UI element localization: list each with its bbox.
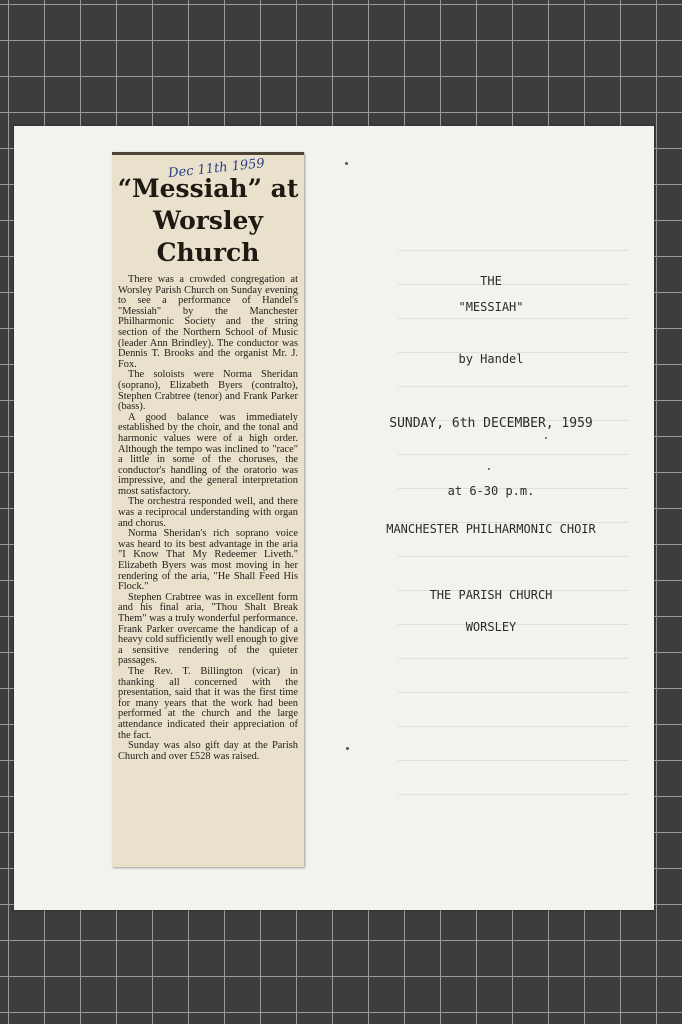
clipping-paragraph: The soloists were Norma Sheridan (soprano), Elizabeth Byers (contralto), Stephen Crabtree (tenor) and Frank Parker (bass).: [118, 369, 298, 413]
programme-date: SUNDAY, 6th DECEMBER, 1959: [389, 416, 593, 431]
newspaper-clipping: [112, 152, 304, 867]
programme-the: THE: [480, 274, 502, 288]
clipping-paragraph: Sunday was also gift day at the Parish Church and over £528 was raised.: [118, 740, 298, 762]
headline-line: “Messiah” at: [117, 174, 299, 203]
clipping-body: [118, 275, 298, 762]
programme-performer: MANCHESTER PHILHARMONIC CHOIR: [386, 522, 596, 536]
clipping-paragraph: A good balance was immediately established by the choir, and the tonal and harmonic values were of a high order. Although the tempo was inclined to "race" a little in some of the choruses, the conductor's handling of the oratorio was impressive, and the general interpretation most satisfactory.: [118, 411, 298, 497]
programme-venue: THE PARISH CHURCH: [429, 588, 553, 602]
clipping-paragraph: Norma Sheridan's rich soprano voice was heard to its best advantage in the aria "I Know That My Redeemer Liveth." Elizabeth Byers was most moving in her rendering of the aria, "He Shall Feed His Flock.": [118, 528, 298, 593]
ink-dot: [346, 747, 349, 750]
clipping-paragraph: The Rev. T. Billington (vicar) in thanking all concerned with the presentation, said that it was the first time for many years that the work had been performed at the church and the large attendance indicated their appreciation of the fact.: [118, 665, 298, 741]
clipping-paragraph: There was a crowded congregation at Worsley Parish Church on Sunday evening to see a performance of Handel's "Messiah" by the Manchester Philharmonic Society and the string section of the Northern School of Music (leader Ann Brindley). The conductor was Dennis T. Brooks and the organist Mr. J. Fox.: [118, 274, 298, 370]
ink-dot: [488, 468, 490, 470]
programme-time: at 6-30 p.m.: [447, 484, 535, 498]
ink-dot: [345, 162, 348, 165]
programme-location: WORSLEY: [465, 620, 517, 634]
headline-line: Church: [156, 238, 260, 267]
clipping-paragraph: Stephen Crabtree was in excellent form and his final aria, "Thou Shalt Break Them" was a truly wonderful performance. Frank Parker overcame the handicap of a heavy cold sufficiently well enough to give a sensitive rendering of the quieter passages.: [118, 591, 298, 667]
clipping-paragraph: The orchestra responded well, and there was a reciprocal understanding with organ and chorus.: [118, 496, 298, 529]
clipping-headline: [112, 173, 304, 269]
headline-line: Worsley: [153, 206, 263, 235]
ink-dot: [545, 437, 547, 439]
handwritten-date: Dec 11th 1959: [167, 156, 266, 182]
programme-title: "MESSIAH": [458, 300, 524, 314]
programme-composer: by Handel: [458, 352, 524, 366]
